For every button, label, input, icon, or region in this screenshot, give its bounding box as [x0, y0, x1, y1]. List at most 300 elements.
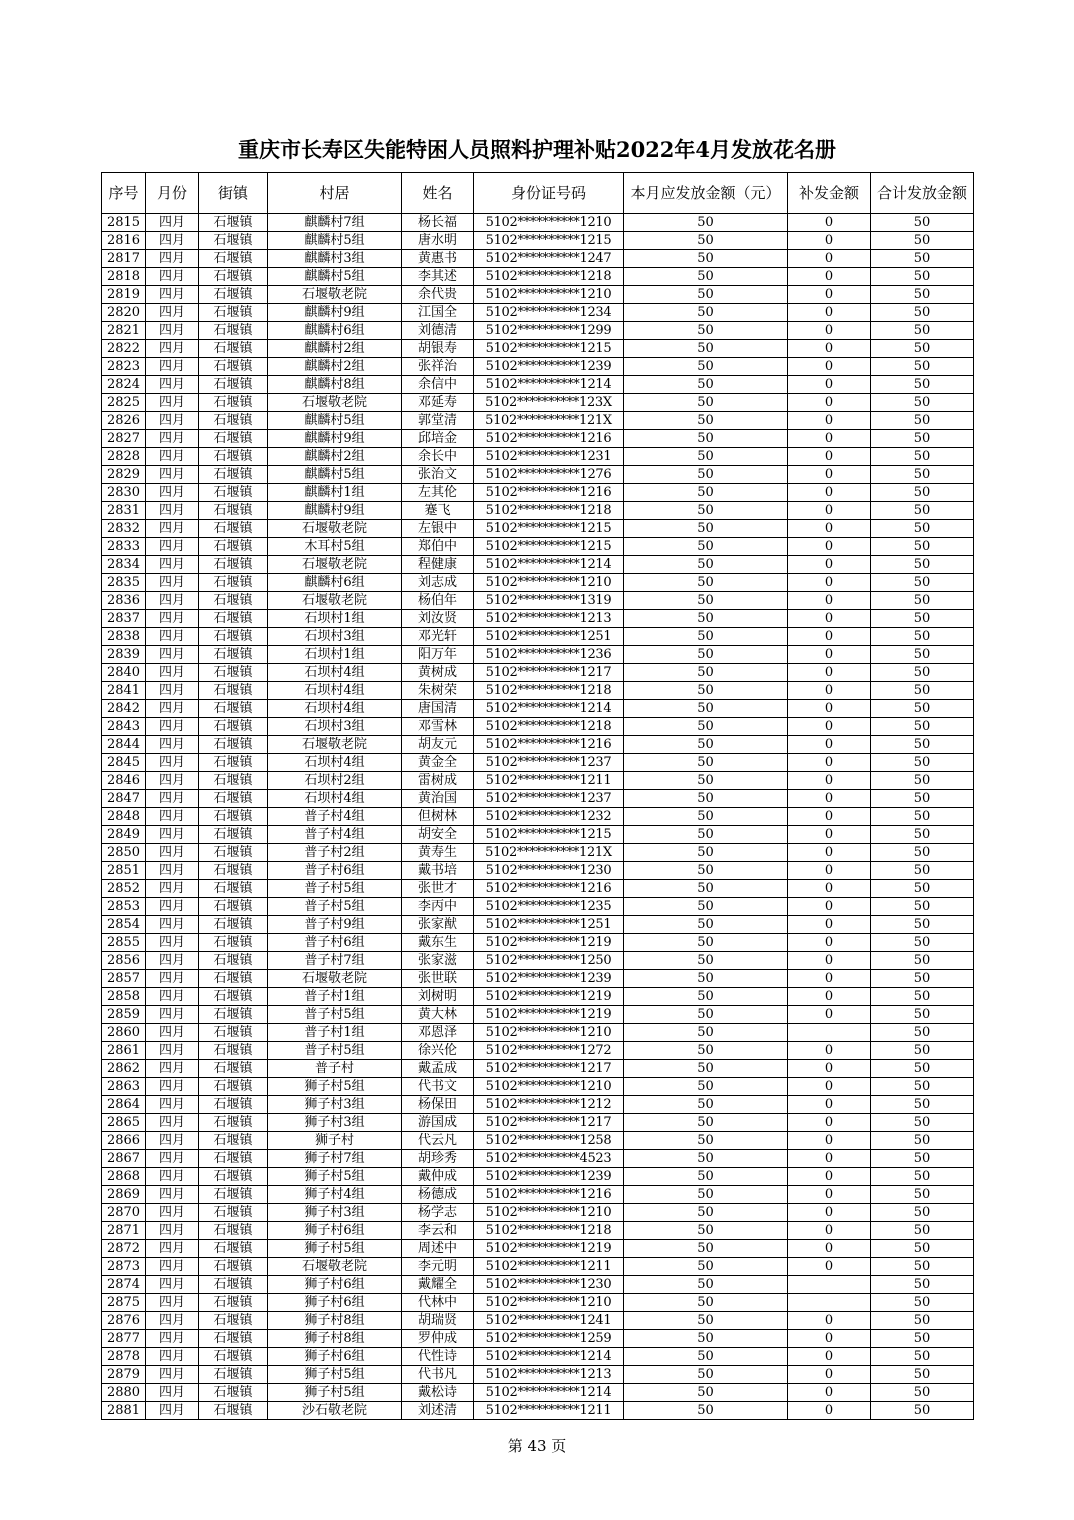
name-cell: 邓恩泽 — [402, 1024, 474, 1042]
supplement-amount-cell: 0 — [788, 808, 871, 826]
name-cell: 胡安全 — [402, 826, 474, 844]
monthly-amount-cell: 50 — [624, 286, 788, 304]
name-cell: 戴仲成 — [402, 1168, 474, 1186]
name-cell: 黄树成 — [402, 664, 474, 682]
total-amount-cell: 50 — [871, 1150, 974, 1168]
supplement-amount-cell: 0 — [788, 628, 871, 646]
supplement-amount-cell: 0 — [788, 304, 871, 322]
id-number-cell: 5102**********1213 — [474, 1366, 624, 1384]
monthly-amount-cell: 50 — [624, 448, 788, 466]
column-header-town: 街镇 — [199, 173, 268, 214]
table-row — [102, 268, 974, 286]
supplement-amount-cell: 0 — [788, 646, 871, 664]
total-amount-cell: 50 — [871, 376, 974, 394]
name-cell: 余信中 — [402, 376, 474, 394]
supplement-amount-cell: 0 — [788, 610, 871, 628]
supplement-amount-cell: 0 — [788, 268, 871, 286]
village-cell: 狮子村5组 — [268, 1078, 402, 1096]
table-row — [102, 1042, 974, 1060]
row-index-cell: 2841 — [102, 682, 146, 700]
month-cell: 四月 — [146, 1042, 199, 1060]
month-cell: 四月 — [146, 988, 199, 1006]
month-cell: 四月 — [146, 844, 199, 862]
table-row — [102, 754, 974, 772]
id-number-cell: 5102**********1219 — [474, 988, 624, 1006]
total-amount-cell: 50 — [871, 268, 974, 286]
row-index-cell: 2837 — [102, 610, 146, 628]
supplement-amount-cell: 0 — [788, 1006, 871, 1024]
town-cell: 石堰镇 — [199, 520, 268, 538]
total-amount-cell: 50 — [871, 250, 974, 268]
monthly-amount-cell: 50 — [624, 1366, 788, 1384]
village-cell: 石坝村2组 — [268, 772, 402, 790]
month-cell: 四月 — [146, 1114, 199, 1132]
month-cell: 四月 — [146, 1366, 199, 1384]
row-index-cell: 2854 — [102, 916, 146, 934]
month-cell: 四月 — [146, 826, 199, 844]
supplement-amount-cell: 0 — [788, 664, 871, 682]
supplement-amount-cell: 0 — [788, 1150, 871, 1168]
id-number-cell: 5102**********1218 — [474, 502, 624, 520]
total-amount-cell: 50 — [871, 934, 974, 952]
supplement-amount-cell: 0 — [788, 1312, 871, 1330]
row-index-cell: 2842 — [102, 700, 146, 718]
name-cell: 黄治国 — [402, 790, 474, 808]
name-cell: 代性诗 — [402, 1348, 474, 1366]
town-cell: 石堰镇 — [199, 772, 268, 790]
total-amount-cell: 50 — [871, 808, 974, 826]
village-cell: 麒麟村2组 — [268, 448, 402, 466]
name-cell: 胡瑞贤 — [402, 1312, 474, 1330]
table-row — [102, 1150, 974, 1168]
supplement-amount-cell: 0 — [788, 1240, 871, 1258]
month-cell: 四月 — [146, 880, 199, 898]
town-cell: 石堰镇 — [199, 340, 268, 358]
month-cell: 四月 — [146, 772, 199, 790]
id-number-cell: 5102**********1210 — [474, 1024, 624, 1042]
row-index-cell: 2843 — [102, 718, 146, 736]
total-amount-cell: 50 — [871, 898, 974, 916]
town-cell: 石堰镇 — [199, 448, 268, 466]
monthly-amount-cell: 50 — [624, 214, 788, 232]
supplement-amount-cell: 0 — [788, 1060, 871, 1078]
table-row — [102, 430, 974, 448]
row-index-cell: 2858 — [102, 988, 146, 1006]
table-row — [102, 1240, 974, 1258]
supplement-amount-cell: 0 — [788, 538, 871, 556]
total-amount-cell: 50 — [871, 538, 974, 556]
total-amount-cell: 50 — [871, 1096, 974, 1114]
village-cell: 狮子村5组 — [268, 1240, 402, 1258]
month-cell: 四月 — [146, 556, 199, 574]
row-index-cell: 2824 — [102, 376, 146, 394]
table-row — [102, 1348, 974, 1366]
village-cell: 石堰敬老院 — [268, 286, 402, 304]
name-cell: 杨长福 — [402, 214, 474, 232]
id-number-cell: 5102**********121X — [474, 412, 624, 430]
table-row — [102, 862, 974, 880]
total-amount-cell: 50 — [871, 1348, 974, 1366]
monthly-amount-cell: 50 — [624, 412, 788, 430]
total-amount-cell: 50 — [871, 1168, 974, 1186]
table-row — [102, 484, 974, 502]
monthly-amount-cell: 50 — [624, 1330, 788, 1348]
town-cell: 石堰镇 — [199, 1402, 268, 1420]
supplement-amount-cell: 0 — [788, 1366, 871, 1384]
month-cell: 四月 — [146, 1168, 199, 1186]
total-amount-cell: 50 — [871, 304, 974, 322]
town-cell: 石堰镇 — [199, 934, 268, 952]
total-amount-cell: 50 — [871, 322, 974, 340]
name-cell: 左其伦 — [402, 484, 474, 502]
monthly-amount-cell: 50 — [624, 1402, 788, 1420]
name-cell: 左银中 — [402, 520, 474, 538]
total-amount-cell: 50 — [871, 772, 974, 790]
village-cell: 麒麟村5组 — [268, 268, 402, 286]
table-row — [102, 790, 974, 808]
table-row — [102, 1096, 974, 1114]
id-number-cell: 5102**********1239 — [474, 358, 624, 376]
town-cell: 石堰镇 — [199, 664, 268, 682]
village-cell: 狮子村3组 — [268, 1114, 402, 1132]
id-number-cell: 5102**********1217 — [474, 1060, 624, 1078]
village-cell: 麒麟村6组 — [268, 574, 402, 592]
monthly-amount-cell: 50 — [624, 682, 788, 700]
month-cell: 四月 — [146, 1330, 199, 1348]
village-cell: 麒麟村9组 — [268, 430, 402, 448]
row-index-cell: 2815 — [102, 214, 146, 232]
id-number-cell: 5102**********1231 — [474, 448, 624, 466]
name-cell: 周述中 — [402, 1240, 474, 1258]
id-number-cell: 5102**********1218 — [474, 268, 624, 286]
total-amount-cell: 50 — [871, 574, 974, 592]
village-cell: 狮子村8组 — [268, 1312, 402, 1330]
table-row — [102, 826, 974, 844]
id-number-cell: 5102**********1215 — [474, 538, 624, 556]
row-index-cell: 2846 — [102, 772, 146, 790]
id-number-cell: 5102**********1219 — [474, 1240, 624, 1258]
village-cell: 麒麟村3组 — [268, 250, 402, 268]
town-cell: 石堰镇 — [199, 214, 268, 232]
village-cell: 麒麟村7组 — [268, 214, 402, 232]
monthly-amount-cell: 50 — [624, 358, 788, 376]
monthly-amount-cell: 50 — [624, 952, 788, 970]
table-row — [102, 718, 974, 736]
total-amount-cell: 50 — [871, 1240, 974, 1258]
name-cell: 张家猷 — [402, 916, 474, 934]
supplement-amount-cell: 0 — [788, 232, 871, 250]
name-cell: 张治文 — [402, 466, 474, 484]
village-cell: 麒麟村5组 — [268, 466, 402, 484]
monthly-amount-cell: 50 — [624, 916, 788, 934]
village-cell: 石堰敬老院 — [268, 970, 402, 988]
village-cell: 狮子村6组 — [268, 1276, 402, 1294]
table-row — [102, 1330, 974, 1348]
village-cell: 普子村4组 — [268, 826, 402, 844]
month-cell: 四月 — [146, 1078, 199, 1096]
monthly-amount-cell: 50 — [624, 880, 788, 898]
column-header-supplement-amount: 补发金额 — [788, 173, 871, 214]
row-index-cell: 2816 — [102, 232, 146, 250]
name-cell: 黄大林 — [402, 1006, 474, 1024]
table-row — [102, 808, 974, 826]
row-index-cell: 2826 — [102, 412, 146, 430]
village-cell: 普子村1组 — [268, 1024, 402, 1042]
row-index-cell: 2876 — [102, 1312, 146, 1330]
monthly-amount-cell: 50 — [624, 772, 788, 790]
monthly-amount-cell: 50 — [624, 1294, 788, 1312]
name-cell: 刘树明 — [402, 988, 474, 1006]
row-index-cell: 2847 — [102, 790, 146, 808]
supplement-amount-cell: 0 — [788, 1222, 871, 1240]
name-cell: 胡友元 — [402, 736, 474, 754]
town-cell: 石堰镇 — [199, 1078, 268, 1096]
monthly-amount-cell: 50 — [624, 988, 788, 1006]
town-cell: 石堰镇 — [199, 430, 268, 448]
village-cell: 石堰敬老院 — [268, 736, 402, 754]
supplement-amount-cell: 0 — [788, 448, 871, 466]
table-row — [102, 970, 974, 988]
town-cell: 石堰镇 — [199, 610, 268, 628]
id-number-cell: 5102**********1215 — [474, 520, 624, 538]
name-cell: 张世才 — [402, 880, 474, 898]
month-cell: 四月 — [146, 646, 199, 664]
monthly-amount-cell: 50 — [624, 1222, 788, 1240]
id-number-cell: 5102**********1214 — [474, 556, 624, 574]
monthly-amount-cell: 50 — [624, 718, 788, 736]
table-row — [102, 340, 974, 358]
row-index-cell: 2830 — [102, 484, 146, 502]
village-cell: 普子村6组 — [268, 934, 402, 952]
town-cell: 石堰镇 — [199, 970, 268, 988]
total-amount-cell: 50 — [871, 700, 974, 718]
town-cell: 石堰镇 — [199, 790, 268, 808]
total-amount-cell: 50 — [871, 592, 974, 610]
table-row — [102, 466, 974, 484]
total-amount-cell: 50 — [871, 520, 974, 538]
supplement-amount-cell: 0 — [788, 574, 871, 592]
monthly-amount-cell: 50 — [624, 736, 788, 754]
total-amount-cell: 50 — [871, 1276, 974, 1294]
total-amount-cell: 50 — [871, 214, 974, 232]
village-cell: 石坝村4组 — [268, 664, 402, 682]
supplement-amount-cell: 0 — [788, 556, 871, 574]
id-number-cell: 5102**********1211 — [474, 1258, 624, 1276]
town-cell: 石堰镇 — [199, 718, 268, 736]
id-number-cell: 5102**********1259 — [474, 1330, 624, 1348]
name-cell: 戴耀全 — [402, 1276, 474, 1294]
supplement-amount-cell — [788, 1276, 871, 1294]
town-cell: 石堰镇 — [199, 1114, 268, 1132]
id-number-cell: 5102**********1216 — [474, 736, 624, 754]
total-amount-cell: 50 — [871, 412, 974, 430]
month-cell: 四月 — [146, 1024, 199, 1042]
id-number-cell: 5102**********1230 — [474, 1276, 624, 1294]
month-cell: 四月 — [146, 304, 199, 322]
month-cell: 四月 — [146, 700, 199, 718]
village-cell: 麒麟村9组 — [268, 304, 402, 322]
table-row — [102, 916, 974, 934]
row-index-cell: 2839 — [102, 646, 146, 664]
name-cell: 戴书培 — [402, 862, 474, 880]
supplement-amount-cell: 0 — [788, 250, 871, 268]
town-cell: 石堰镇 — [199, 502, 268, 520]
monthly-amount-cell: 50 — [624, 628, 788, 646]
month-cell: 四月 — [146, 862, 199, 880]
total-amount-cell: 50 — [871, 1402, 974, 1420]
row-index-cell: 2881 — [102, 1402, 146, 1420]
village-cell: 普子村2组 — [268, 844, 402, 862]
row-index-cell: 2865 — [102, 1114, 146, 1132]
total-amount-cell: 50 — [871, 1204, 974, 1222]
total-amount-cell: 50 — [871, 862, 974, 880]
id-number-cell: 5102**********1213 — [474, 610, 624, 628]
town-cell: 石堰镇 — [199, 736, 268, 754]
id-number-cell: 5102**********1211 — [474, 772, 624, 790]
month-cell: 四月 — [146, 790, 199, 808]
row-index-cell: 2871 — [102, 1222, 146, 1240]
village-cell: 狮子村6组 — [268, 1348, 402, 1366]
table-row — [102, 1258, 974, 1276]
month-cell: 四月 — [146, 1186, 199, 1204]
id-number-cell: 5102**********123X — [474, 394, 624, 412]
supplement-amount-cell: 0 — [788, 790, 871, 808]
total-amount-cell: 50 — [871, 754, 974, 772]
village-cell: 普子村 — [268, 1060, 402, 1078]
id-number-cell: 5102**********1216 — [474, 880, 624, 898]
id-number-cell: 5102**********1232 — [474, 808, 624, 826]
monthly-amount-cell: 50 — [624, 1078, 788, 1096]
table-row — [102, 880, 974, 898]
name-cell: 戴孟成 — [402, 1060, 474, 1078]
id-number-cell: 5102**********1212 — [474, 1096, 624, 1114]
supplement-amount-cell: 0 — [788, 502, 871, 520]
name-cell: 唐水明 — [402, 232, 474, 250]
month-cell: 四月 — [146, 1096, 199, 1114]
id-number-cell: 5102**********1215 — [474, 826, 624, 844]
column-header-total-amount: 合计发放金额 — [871, 173, 974, 214]
id-number-cell: 5102**********1214 — [474, 1384, 624, 1402]
name-cell: 蹇飞 — [402, 502, 474, 520]
town-cell: 石堰镇 — [199, 1150, 268, 1168]
monthly-amount-cell: 50 — [624, 520, 788, 538]
monthly-amount-cell: 50 — [624, 610, 788, 628]
monthly-amount-cell: 50 — [624, 646, 788, 664]
village-cell: 狮子村8组 — [268, 1330, 402, 1348]
town-cell: 石堰镇 — [199, 1006, 268, 1024]
table-row — [102, 1276, 974, 1294]
name-cell: 邓雪林 — [402, 718, 474, 736]
supplement-amount-cell: 0 — [788, 1096, 871, 1114]
total-amount-cell: 50 — [871, 1366, 974, 1384]
total-amount-cell: 50 — [871, 628, 974, 646]
name-cell: 胡珍秀 — [402, 1150, 474, 1168]
total-amount-cell: 50 — [871, 1078, 974, 1096]
town-cell: 石堰镇 — [199, 1258, 268, 1276]
id-number-cell: 5102**********1211 — [474, 1402, 624, 1420]
village-cell: 石坝村4组 — [268, 754, 402, 772]
id-number-cell: 5102**********1319 — [474, 592, 624, 610]
village-cell: 石坝村4组 — [268, 682, 402, 700]
month-cell: 四月 — [146, 466, 199, 484]
supplement-amount-cell: 0 — [788, 862, 871, 880]
id-number-cell: 5102**********1215 — [474, 340, 624, 358]
row-index-cell: 2868 — [102, 1168, 146, 1186]
id-number-cell: 5102**********1237 — [474, 754, 624, 772]
id-number-cell: 5102**********1210 — [474, 1078, 624, 1096]
supplement-amount-cell: 0 — [788, 772, 871, 790]
table-row — [102, 1132, 974, 1150]
total-amount-cell: 50 — [871, 1312, 974, 1330]
village-cell: 石堰敬老院 — [268, 520, 402, 538]
town-cell: 石堰镇 — [199, 1366, 268, 1384]
monthly-amount-cell: 50 — [624, 1276, 788, 1294]
row-index-cell: 2872 — [102, 1240, 146, 1258]
total-amount-cell: 50 — [871, 1006, 974, 1024]
table-row — [102, 214, 974, 232]
supplement-amount-cell: 0 — [788, 286, 871, 304]
row-index-cell: 2869 — [102, 1186, 146, 1204]
row-index-cell: 2861 — [102, 1042, 146, 1060]
id-number-cell: 5102**********1250 — [474, 952, 624, 970]
supplement-amount-cell — [788, 1294, 871, 1312]
table-row — [102, 1078, 974, 1096]
name-cell: 郭堂清 — [402, 412, 474, 430]
month-cell: 四月 — [146, 448, 199, 466]
total-amount-cell: 50 — [871, 916, 974, 934]
town-cell: 石堰镇 — [199, 1168, 268, 1186]
village-cell: 麒麟村2组 — [268, 358, 402, 376]
total-amount-cell: 50 — [871, 1024, 974, 1042]
supplement-amount-cell: 0 — [788, 358, 871, 376]
town-cell: 石堰镇 — [199, 322, 268, 340]
monthly-amount-cell: 50 — [624, 1258, 788, 1276]
monthly-amount-cell: 50 — [624, 430, 788, 448]
village-cell: 石堰敬老院 — [268, 592, 402, 610]
town-cell: 石堰镇 — [199, 862, 268, 880]
town-cell: 石堰镇 — [199, 1204, 268, 1222]
id-number-cell: 5102**********1219 — [474, 934, 624, 952]
total-amount-cell: 50 — [871, 1060, 974, 1078]
name-cell: 杨德成 — [402, 1186, 474, 1204]
table-row — [102, 556, 974, 574]
town-cell: 石堰镇 — [199, 1240, 268, 1258]
monthly-amount-cell: 50 — [624, 862, 788, 880]
monthly-amount-cell: 50 — [624, 1114, 788, 1132]
total-amount-cell: 50 — [871, 430, 974, 448]
id-number-cell: 5102**********1235 — [474, 898, 624, 916]
supplement-amount-cell: 0 — [788, 340, 871, 358]
id-number-cell: 5102**********1210 — [474, 214, 624, 232]
row-index-cell: 2853 — [102, 898, 146, 916]
total-amount-cell: 50 — [871, 1258, 974, 1276]
month-cell: 四月 — [146, 754, 199, 772]
table-row — [102, 1006, 974, 1024]
month-cell: 四月 — [146, 394, 199, 412]
village-cell: 麒麟村2组 — [268, 340, 402, 358]
monthly-amount-cell: 50 — [624, 1312, 788, 1330]
month-cell: 四月 — [146, 1384, 199, 1402]
village-cell: 石堰敬老院 — [268, 394, 402, 412]
supplement-amount-cell: 0 — [788, 1402, 871, 1420]
village-cell: 普子村5组 — [268, 898, 402, 916]
id-number-cell: 5102**********1210 — [474, 574, 624, 592]
row-index-cell: 2875 — [102, 1294, 146, 1312]
supplement-amount-cell: 0 — [788, 1384, 871, 1402]
month-cell: 四月 — [146, 484, 199, 502]
monthly-amount-cell: 50 — [624, 232, 788, 250]
month-cell: 四月 — [146, 1150, 199, 1168]
